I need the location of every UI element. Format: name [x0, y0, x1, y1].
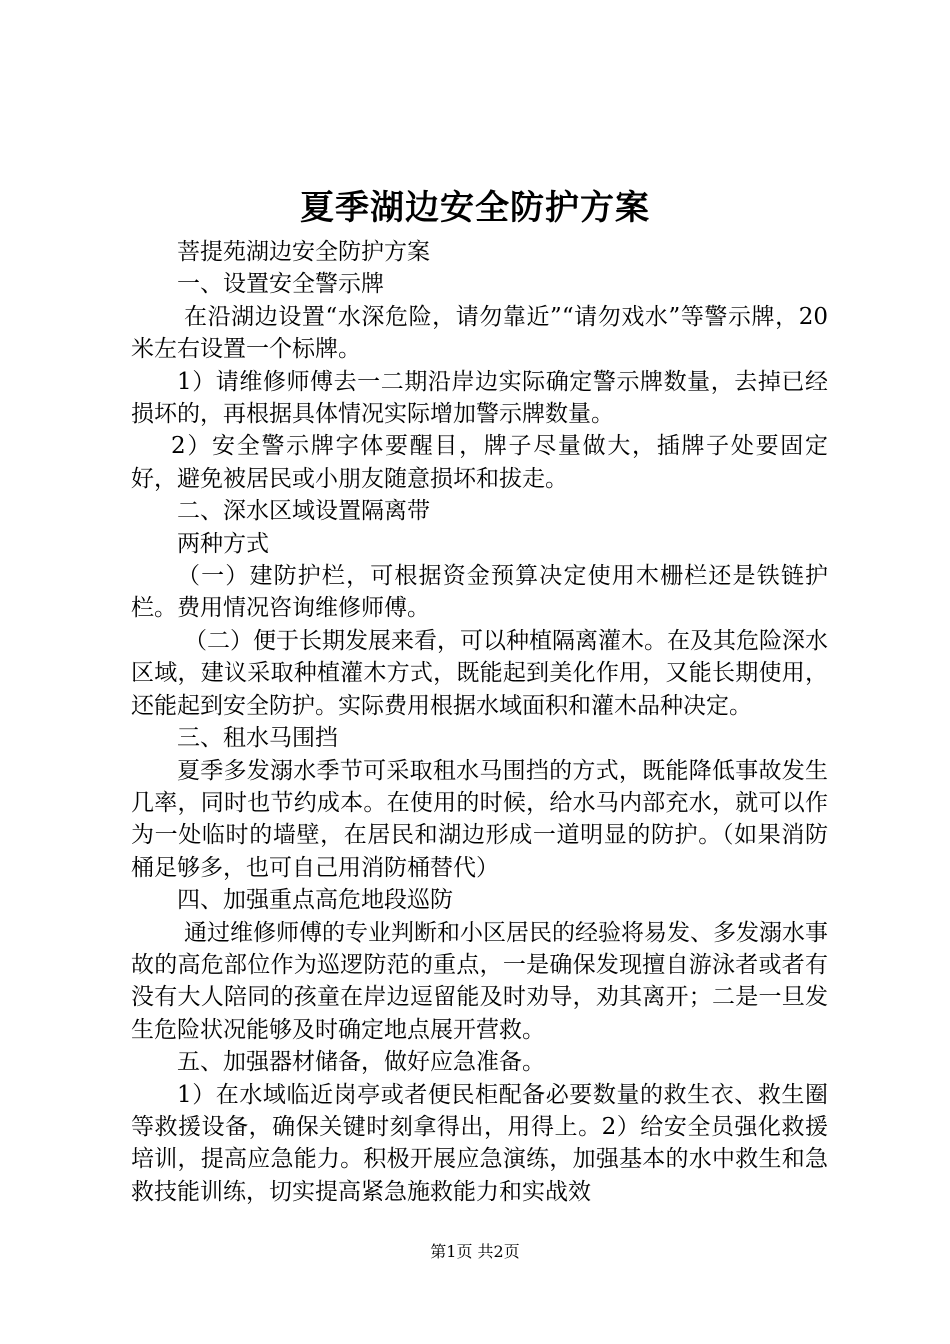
section-heading-3: 三、租水马围挡 — [177, 725, 338, 752]
paragraph: （二）便于长期发展来看，可以种植隔离灌木。在及其危险深水区域，建议采取种植灌木方式，既能起到美化作用，又能长期使用，还能起到安全防护。实际费用根据水域面积和灌木品种决定。 — [131, 627, 828, 719]
page-footer: 第1页 共2页 — [430, 1242, 520, 1261]
paragraph: 1）在水域临近岗亭或者便民柜配备必要数量的救生衣、救生圈等救援设备，确保关键时刻拿得出，用得上。2）给安全员强化救援培训，提高应急能力。积极开展应急演练，加强基本的水中救生和急救技能训练，切实提高紧急施救能力和实战效 — [131, 1081, 828, 1205]
document-title: 夏季湖边安全防护方案 — [300, 188, 650, 228]
paragraph: 通过维修师傅的专业判断和小区居民的经验将易发、多发溺水事故的高危部位作为巡逻防范的重点，一是确保发现擅自游泳者或者有没有大人陪同的孩童在岸边逗留能及时劝导，劝其离开；二是一旦发生危险状况能够及时确定地点展开营救。 — [131, 919, 828, 1043]
paragraph: 在沿湖边设置“水深危险，请勿靠近”“请勿戏水”等警示牌，20米左右设置一个标牌。 — [131, 303, 828, 363]
section-heading-4: 四、加强重点高危地段巡防 — [177, 887, 453, 914]
section-heading-5: 五、加强器材储备，做好应急准备。 — [177, 1049, 545, 1076]
paragraph: 1）请维修师傅去一二期沿岸边实际确定警示牌数量，去掉已经损坏的，再根据具体情况实际增加警示牌数量。 — [131, 368, 828, 428]
paragraph: （一）建防护栏，可根据资金预算决定使用木栅栏还是铁链护栏。费用情况咨询维修师傅。 — [131, 563, 828, 622]
paragraph-subtitle: 菩提苑湖边安全防护方案 — [177, 239, 430, 265]
paragraph: 两种方式 — [177, 530, 269, 557]
paragraph: 夏季多发溺水季节可采取租水马围挡的方式，既能降低事故发生几率，同时也节约成本。在使用的时候，给水马内部充水，就可以作为一处临时的墙壁，在居民和湖边形成一道明显的防护。（如果消防桶足够多，也可自己用消防桶替代） — [131, 757, 828, 881]
paragraph: 2）安全警示牌字体要醒目，牌子尽量做大，插牌子处要固定好，避免被居民或小朋友随意损坏和拔走。 — [131, 433, 828, 492]
section-heading-2: 二、深水区域设置隔离带 — [177, 498, 430, 525]
document-body — [131, 236, 828, 1208]
section-heading-1: 一、设置安全警示牌 — [177, 271, 384, 298]
